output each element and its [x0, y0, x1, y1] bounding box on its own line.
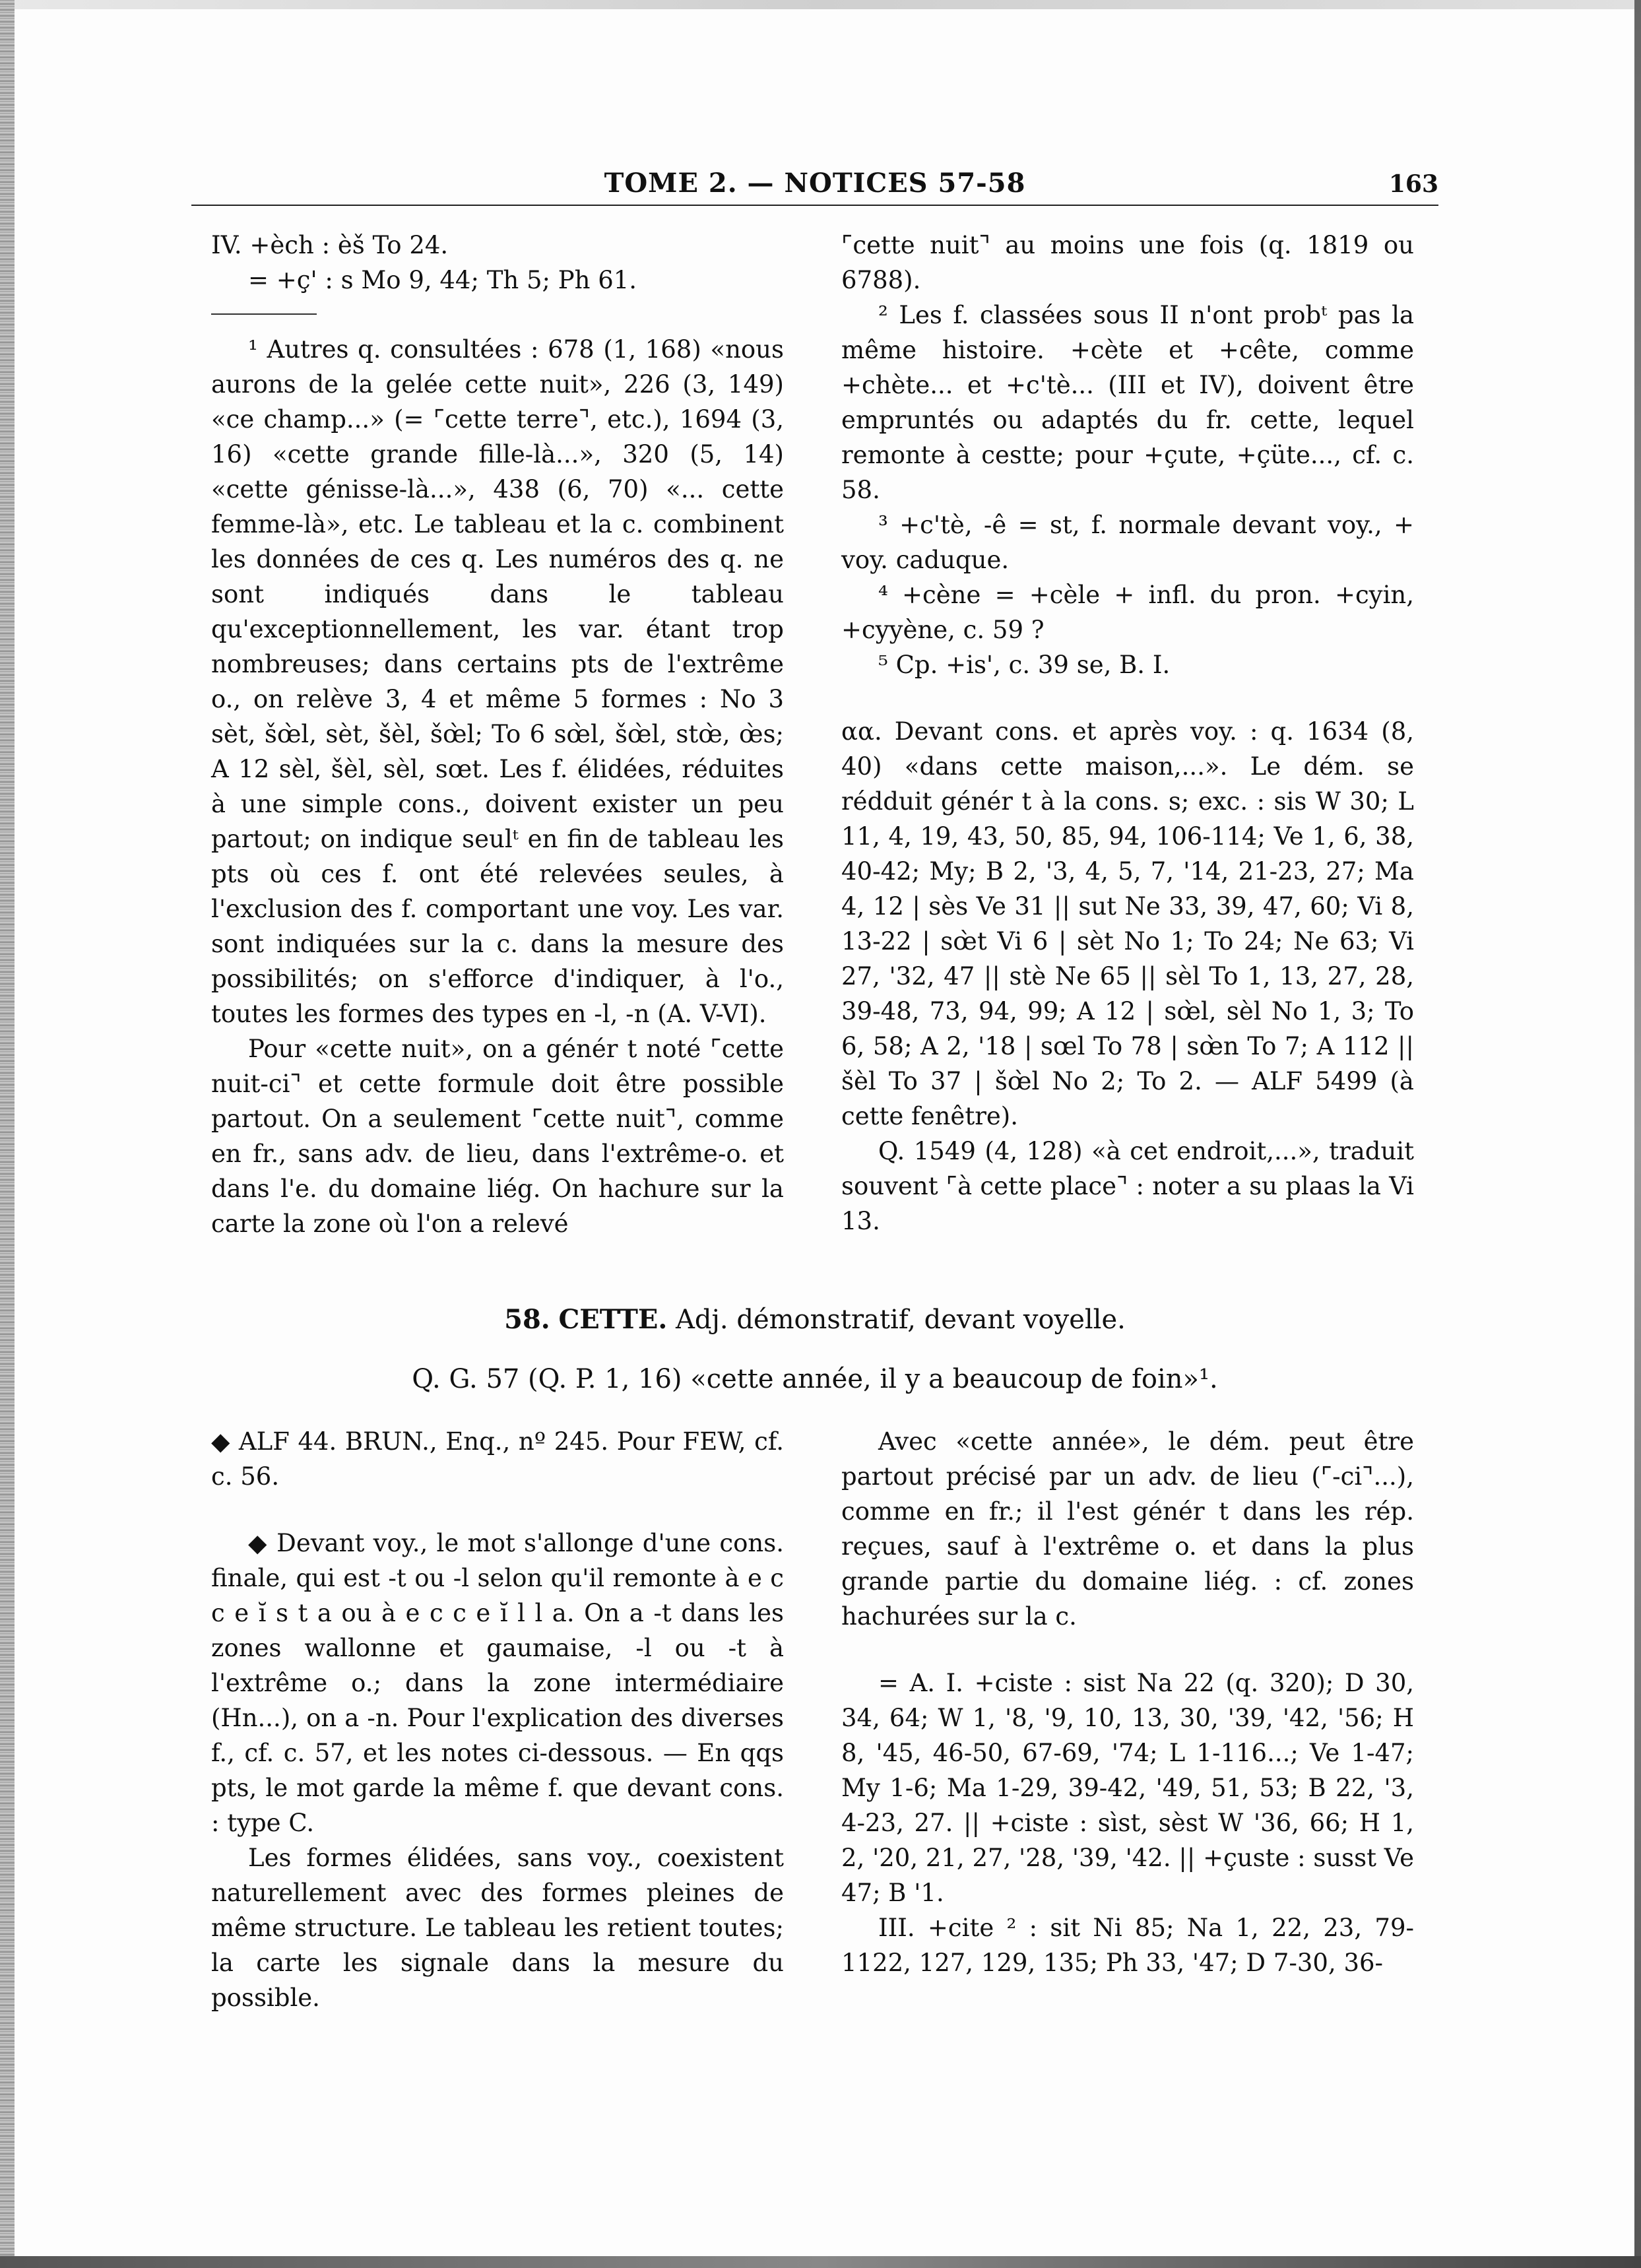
alpha-paragraph: αα. Devant cons. et après voy. : q. 1634 (8, 40) «dans cette maison,...». Le dém. se rédduit génér t à la cons. s; exc. : sis W 30; L 11, 4, 19, 43, 50, 85, 94, 106-114; Ve 1, 6, 38, 40-42; My; B 2, '3, 4, 5, 7, '14, 21-23, 27; Ma 4, 12 | sès Ve 31 || sut Ne 33, 39, 47, 60; Vi 8, 13-22 | sœ̀t Vi 6 | sèt No 1; To 24; Ne 63; Vi 27, '32, 47 || stè Ne 65 || sèl To 1, 13, 27, 28, 39-48, 73, 94, 99; A 12 | sœ̀l, sèl No 1, 3; To 6, 58; A 2, '18 | sœl To 78 | sœ̀n To 7; A 112 || šèl To 37 | šœ̀l No 2; To 2. — ALF 5499 (à cette fenêtre). — [841, 717, 1414, 1130]
type-a-paragraph: = A. I. +ciste : sist Na 22 (q. 320); D 30, 34, 64; W 1, '8, '9, 10, 13, 30, '39, '42, '56; H 8, '45, 46-50, 67-69, '74; L 1-116...; Ve 1-47; My 1-6; Ma 1-29, 39-42, '49, 51, 53; B 22, '3, 4-23, 27. || +ciste : sìst, sèst W '36, 66; H 1, 2, '20, 21, 27, '28, '39, '42. || +çuste : susst Ve 47; B '1. — [841, 1669, 1415, 1907]
elided-forms-paragraph: Les formes élidées, sans voy., coexistent naturellement avec des formes pleines de même structure. Le tableau les retient toutes; la carte les signale dans la mesure du possible. — [211, 1844, 784, 2012]
spacer — [211, 1494, 784, 1526]
page-edge-right — [1634, 0, 1641, 2268]
footnote-4: ⁴ +cène = +cèle + infl. du pron. +cyin, +cyyène, c. 59 ? — [841, 581, 1414, 644]
footnote-3: ³ +c'tè, -ê = st, f. normale devant voy., + voy. caduque. — [841, 511, 1414, 574]
entry-iv: IV. +èch : èš To 24. — [211, 231, 449, 259]
page-edge-top — [0, 0, 1641, 9]
footnote-5: ⁵ Cp. +is', c. 39 se, B. I. — [878, 651, 1171, 679]
footnote-rule — [211, 313, 317, 315]
question-text: Q. G. 57 (Q. P. 1, 16) «cette année, il y a beaucoup de foin»¹. — [412, 1364, 1218, 1394]
section-description: Adj. démonstratif, devant voyelle. — [676, 1305, 1126, 1335]
section-number: 58. — [504, 1304, 550, 1335]
spacer — [841, 682, 1414, 714]
type-iii-paragraph: III. +cite ² : sit Ni 85; Na 1, 22, 23, 79-1122, 127, 129, 135; Ph 33, '47; D 7-30, 36- — [841, 1914, 1414, 1977]
page-edge-left — [0, 0, 15, 2268]
footnote-2: ² Les f. classées sous II n'ont probᵗ pas la même histoire. +cète et +cête, comme +chète... et +c'tè... (III et IV), doivent être empruntés ou adaptés du fr. cette, lequel remonte à cestte; pour +çute, +çüte..., cf. c. 58. — [841, 301, 1414, 504]
footnote-1-end: ⌜cette nuit⌝ au moins une fois (q. 1819 ou 6788). — [841, 231, 1414, 294]
avec-paragraph: Avec «cette année», le dém. peut être partout précisé par un adv. de lieu (⌜-ci⌝...), comme en fr.; il l'est génér t dans les rép. reçues, sauf à l'extrême o. et dans la plus grande partie du domaine liég. : cf. zones hachurées sur la c. — [841, 1427, 1414, 1631]
page-number: 163 — [1388, 170, 1438, 198]
footnote-1-continued: Pour «cette nuit», on a génér t noté ⌜cette nuit-ci⌝ et cette formule doit être possible partout. On a seulement ⌜cette nuit⌝, comme en fr., sans adv. de lieu, dans l'extrême-o. et dans l'e. du domaine liég. On hachure sur la carte la zone où l'on a relevé — [211, 1035, 784, 1238]
section-question — [191, 1361, 1438, 1398]
alf-reference: ◆ ALF 44. BRUN., Enq., nº 245. Pour FEW, cf. c. 56. — [211, 1427, 784, 1491]
right-column-bottom — [841, 1424, 1414, 1980]
footnote-1: ¹ Autres q. consultées : 678 (1, 168) «nous aurons de la gelée cette nuit», 226 (3, 149) «ce champ...» (= ⌜cette terre⌝, etc.), 1694 (3, 16) «cette grande fille-là...», 320 (5, 14) «cette génisse-là...», 438 (6, 70) «... cette femme-là», etc. Le tableau et la c. combinent les données de ces q. Les numéros des q. ne sont indiqués dans le tableau qu'exceptionnellement, les var. étant trop nombreuses; dans certains pts de l'extrême o., on relève 3, 4 et même 5 formes : No 3 sèt, šœ̀l, sèt, šèl, šœ̀l; To 6 sœ̀l, šœ̀l, stœ̀, œ̀s; A 12 sèl, šèl, sèl, sœt. Les f. élidées, réduites à une simple cons., doivent exister un peu partout; on indique seulᵗ en fin de tableau les pts où ces f. ont été relevées seules, à l'exclusion des f. comportant une voy. Les var. sont indiquées sur la c. dans la mesure des possibilités; on s'efforce d'indiquer, à l'o., toutes les formes des types en -l, -n (A. V-VI). — [211, 335, 784, 1028]
voy-paragraph: ◆ Devant voy., le mot s'allonge d'une cons. finale, qui est -t ou -l selon qu'il remonte à e c c e ĭ s t a ou à e c c e ĭ l l a. On a -t dans les zones wallonne et gaumaise, -l ou -t à l'extrême o.; dans la zone intermédiaire (Hn...), on a -n. Pour l'explication des diverses f., cf. c. 57, et les notes ci-dessous. — En qqs pts, le mot garde la même f. que devant cons. : type C. — [211, 1529, 784, 1837]
running-header — [191, 165, 1438, 206]
left-column-bottom — [211, 1424, 784, 2015]
right-column-top — [841, 228, 1414, 1239]
running-title: TOME 2. — NOTICES 57-58 — [604, 168, 1026, 199]
q1549-paragraph: Q. 1549 (4, 128) «à cet endroit,...», traduit souvent ⌜à cette place⌝ : noter a su plaas la Vi 13. — [841, 1137, 1414, 1235]
page-edge-bottom — [0, 2256, 1641, 2268]
section-word: CETTE. — [558, 1304, 668, 1335]
entry-iv-variant: = +ç' : s Mo 9, 44; Th 5; Ph 61. — [248, 266, 637, 294]
left-column-top — [211, 228, 784, 1241]
spacer — [841, 1634, 1414, 1666]
section-heading — [191, 1301, 1438, 1338]
